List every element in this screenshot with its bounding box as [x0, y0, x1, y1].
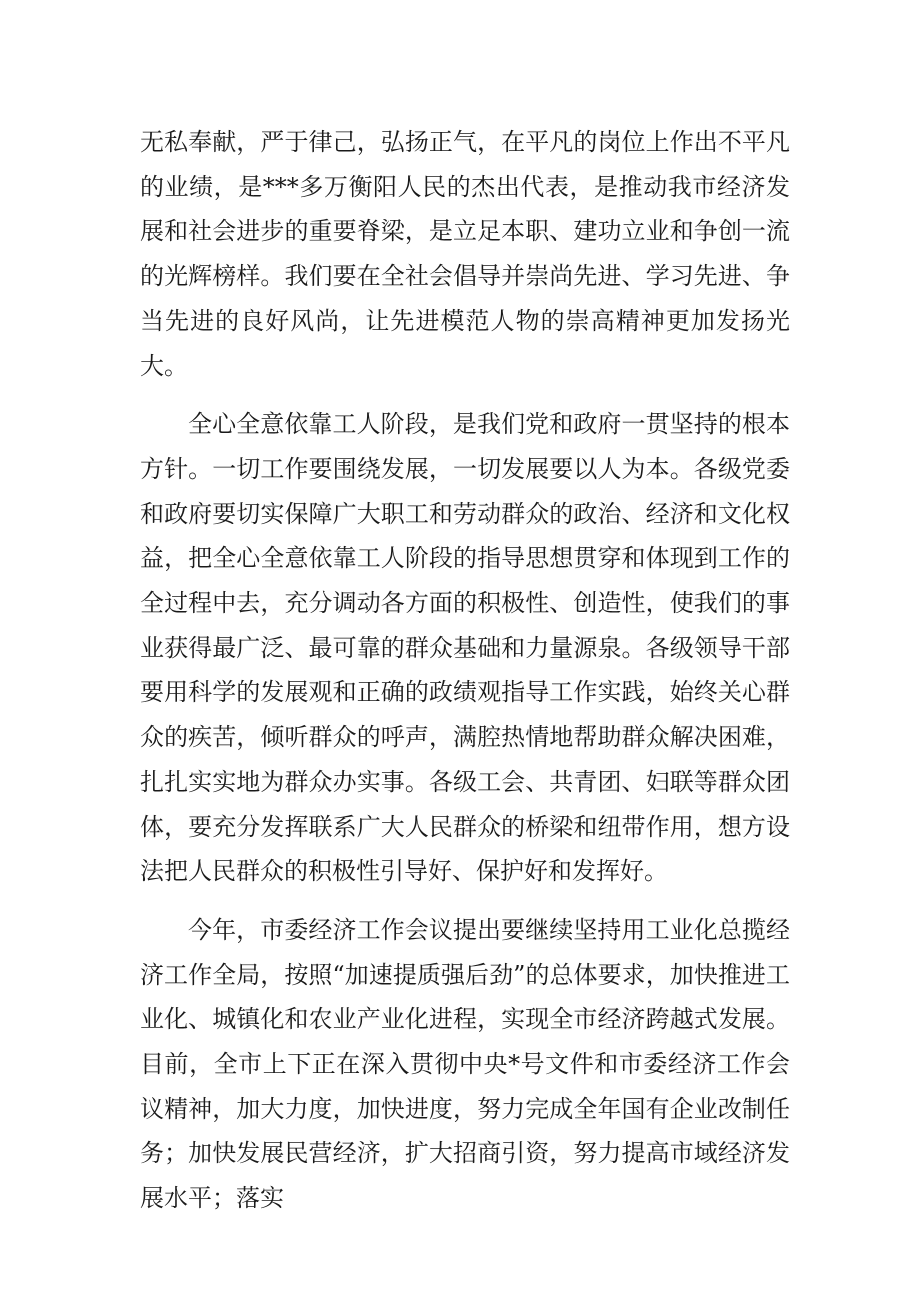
paragraph-1: 无私奉献，严于律己，弘扬正气，在平凡的岗位上作出不平凡的业绩，是***多万衡阳人民的杰出代表，是推动我市经济发展和社会进步的重要脊梁，是立足本职、建功立业和争创一流的光辉榜样。我们要在全社会倡导并崇尚先进、学习先进、争当先进的良好风尚，让先进模范人物的崇高精神更加发扬光大。 [140, 128, 790, 380]
body-text [140, 120, 790, 1221]
paragraph-3: 今年，市委经济工作会议提出要继续坚持用工业化总揽经济工作全局，按照“加速提质强后劲”的总体要求，加快推进工业化、城镇化和农业产业化进程，实现全市经济跨越式发展。目前，全市上下正在深入贯彻中央*号文件和市委经济工作会议精神，加大力度，加快进度，努力完成全年国有企业改制任务；加快发展民营经济，扩大招商引资，努力提高市域经济发展水平；落实 [140, 915, 790, 1213]
paragraph-2: 全心全意依靠工人阶段，是我们党和政府一贯坚持的根本方针。一切工作要围绕发展，一切发展要以人为本。各级党委和政府要切实保障广大职工和劳动群众的政治、经济和文化权益，把全心全意依靠工人阶段的指导思想贯穿和体现到工作的全过程中去，充分调动各方面的积极性、创造性，使我们的事业获得最广泛、最可靠的群众基础和力量源泉。各级领导干部要用科学的发展观和正确的政绩观指导工作实践，始终关心群众的疾苦，倾听群众的呼声，满腔热情地帮助群众解决困难，扎扎实实地为群众办实事。各级工会、共青团、妇联等群众团体，要充分发挥联系广大人民群众的桥梁和纽带作用，想方设法把人民群众的积极性引导好、保护好和发挥好。 [140, 410, 790, 886]
